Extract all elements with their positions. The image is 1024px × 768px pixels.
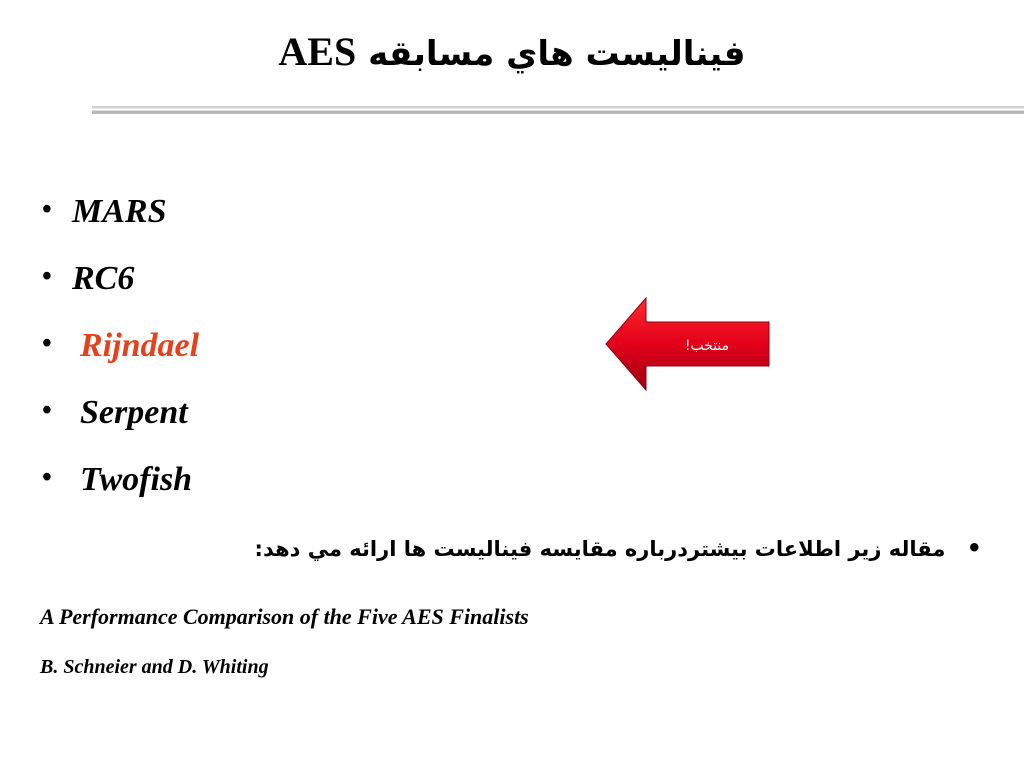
bullet-icon: • bbox=[42, 328, 52, 359]
finalist-list bbox=[42, 190, 199, 525]
bullet-icon: • bbox=[42, 194, 52, 225]
bullet-icon: • bbox=[42, 395, 52, 426]
bullet-icon: • bbox=[966, 534, 982, 562]
title-divider bbox=[92, 106, 1024, 114]
bullet-icon: • bbox=[42, 462, 52, 493]
title-aes: AES bbox=[278, 29, 357, 74]
finalist-label-selected: Rijndael bbox=[80, 327, 200, 364]
finalist-label: Serpent bbox=[80, 394, 188, 431]
callout-label: منتخب! bbox=[684, 338, 730, 354]
title-persian: فيناليست هاي مسابقه bbox=[368, 34, 746, 74]
finalist-label: MARS bbox=[72, 193, 167, 230]
list-item-mars bbox=[42, 190, 199, 257]
slide-title bbox=[0, 28, 1024, 75]
persian-note bbox=[255, 534, 982, 562]
persian-note-text: مقاله زير اطلاعات بيشتردرباره مقايسه فيناليست ها ارائه مي دهد: bbox=[254, 537, 946, 561]
reference-title: A Performance Comparison of the Five AES Finalists bbox=[40, 604, 529, 629]
list-item-twofish bbox=[42, 458, 199, 525]
reference-authors: B. Schneier and D. Whiting bbox=[40, 656, 269, 678]
list-item-rc6 bbox=[42, 257, 199, 324]
finalist-label: Twofish bbox=[80, 461, 193, 498]
bullet-icon: • bbox=[42, 261, 52, 292]
list-item-serpent bbox=[42, 391, 199, 458]
finalist-label: RC6 bbox=[72, 260, 135, 297]
list-item-rijndael bbox=[42, 324, 199, 391]
